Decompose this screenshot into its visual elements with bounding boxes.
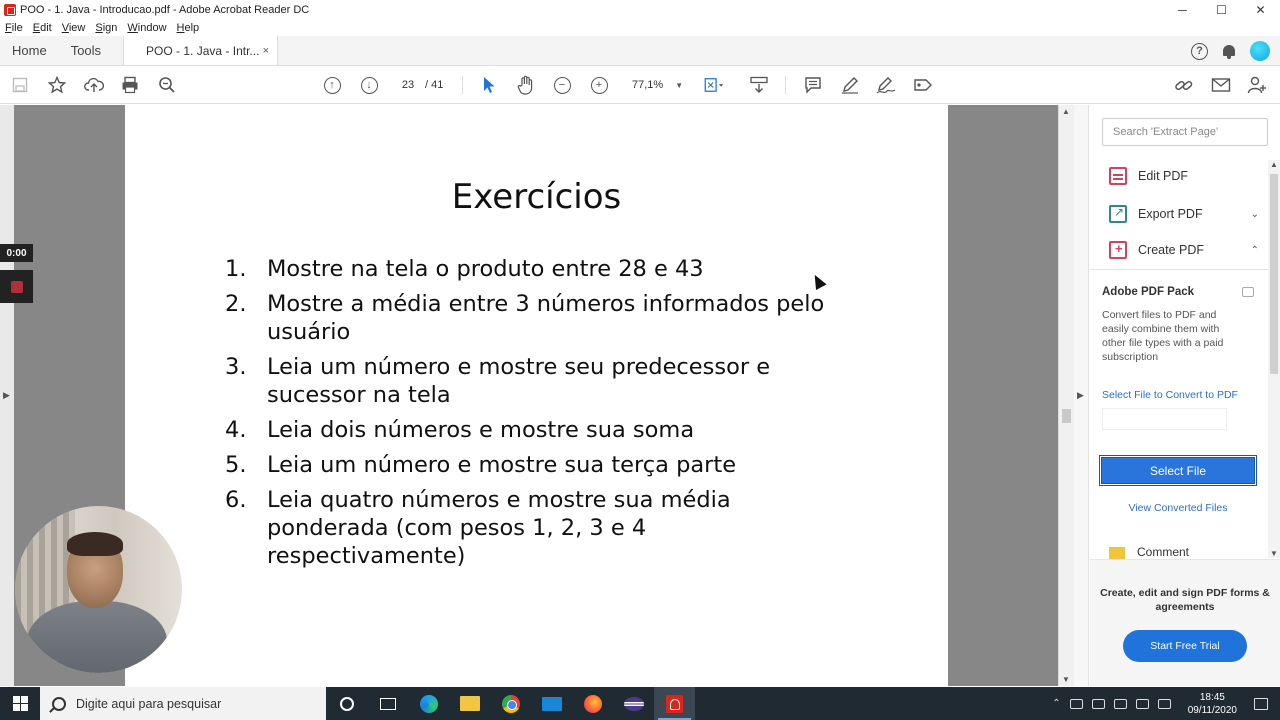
trial-promo — [1090, 559, 1280, 686]
taskbar-acrobat[interactable] — [654, 687, 695, 720]
taskbar-search-placeholder: Digite aqui para pesquisar — [76, 696, 222, 711]
taskbar-eclipse[interactable] — [613, 687, 654, 720]
taskbar-chrome[interactable] — [490, 687, 531, 720]
menu-view[interactable]: View — [61, 22, 86, 34]
select-cursor-icon[interactable] — [479, 75, 499, 95]
maximize-button[interactable]: ☐ — [1216, 3, 1227, 17]
exercise-list — [225, 255, 825, 577]
help-icon[interactable]: ? — [1191, 43, 1208, 60]
view-converted-files-link[interactable]: View Converted Files — [1128, 502, 1228, 514]
list-item — [225, 255, 825, 283]
menu-edit[interactable]: Edit — [32, 22, 52, 34]
start-free-trial-button[interactable]: Start Free Trial — [1123, 630, 1247, 662]
scrollbar-thumb[interactable] — [1062, 409, 1071, 423]
dropbox-icon[interactable] — [1158, 699, 1171, 709]
taskbar-search-input[interactable] — [40, 687, 326, 720]
convert-file-link[interactable]: Select File to Convert to PDF — [1102, 389, 1238, 401]
stop-icon — [11, 281, 23, 293]
tab-document[interactable] — [123, 36, 278, 65]
pdf-pack-description: Convert files to PDF and easily combine them with other file types with a paid subscription — [1102, 309, 1224, 363]
sign-icon[interactable] — [876, 75, 896, 95]
avatar[interactable] — [1250, 41, 1270, 61]
task-view-button[interactable] — [367, 687, 408, 720]
network-icon[interactable] — [1092, 699, 1105, 709]
collapse-panel-icon[interactable]: ▶ — [1077, 390, 1084, 400]
list-item-text: Mostre na tela o produto entre 28 e 43 — [267, 256, 704, 282]
promo-text: Create, edit and sign PDF forms & agreements — [1100, 587, 1270, 613]
page-total: / 41 — [425, 79, 444, 91]
list-item — [225, 486, 825, 570]
right-panel-toggle[interactable] — [1074, 105, 1088, 686]
menu-bar — [0, 20, 1280, 36]
save-icon[interactable] — [10, 75, 30, 95]
list-item-text: Leia quatro números e mostre sua média ponderada (com pesos 1, 2, 3 e 4 respectivamente) — [267, 487, 731, 569]
file-drop-field[interactable] — [1102, 408, 1227, 430]
comment-tool-icon — [1109, 547, 1125, 559]
windows-taskbar — [0, 687, 1280, 720]
tool-edit-pdf[interactable] — [1109, 164, 1259, 188]
list-item — [225, 353, 825, 409]
list-item-text: Leia um número e mostre sua terça parte — [267, 452, 737, 478]
taskbar-file-explorer[interactable] — [449, 687, 490, 720]
eclipse-icon — [624, 697, 644, 711]
webcam-overlay — [15, 506, 182, 673]
chevron-down-icon[interactable]: ⌄ — [1250, 208, 1259, 220]
chrome-icon — [502, 695, 520, 713]
chevron-up-icon[interactable]: ⌃ — [1052, 698, 1061, 709]
chevron-up-icon[interactable]: ⌃ — [1250, 244, 1259, 256]
tab-close-icon[interactable]: × — [262, 44, 270, 57]
zoom-value: 77,1% — [632, 79, 664, 91]
minimize-button[interactable]: ─ — [1178, 3, 1187, 17]
menu-window[interactable]: Window — [127, 22, 167, 34]
start-button[interactable] — [0, 687, 40, 720]
webcam-person-body — [27, 601, 167, 673]
scroll-down-icon[interactable]: ▼ — [1270, 549, 1278, 558]
acrobat-icon — [666, 695, 683, 713]
menu-sign[interactable]: Sign — [95, 22, 118, 34]
edit-pdf-icon — [1109, 167, 1127, 185]
comment-icon[interactable] — [803, 75, 823, 95]
star-icon[interactable] — [47, 75, 67, 95]
tools-scrollbar[interactable] — [1268, 160, 1280, 558]
pdf-pack-icon — [1242, 287, 1254, 297]
tool-label: Create PDF — [1138, 243, 1204, 257]
cortana-icon — [340, 697, 354, 711]
export-pdf-icon — [1109, 205, 1127, 223]
next-page-icon[interactable]: ↓ — [359, 75, 379, 95]
battery-icon[interactable] — [1070, 699, 1083, 709]
tab-home[interactable]: Home — [12, 43, 47, 58]
document-scrollbar[interactable] — [1058, 105, 1074, 686]
system-tray — [1052, 687, 1280, 720]
toolbar-divider — [462, 76, 463, 94]
list-item-number: 6. — [225, 487, 247, 513]
tool-comment[interactable] — [1109, 545, 1189, 559]
list-item-number: 4. — [225, 417, 247, 443]
tools-search-input[interactable]: Search 'Extract Page' — [1102, 118, 1268, 146]
list-item-text: Leia dois números e mostre sua soma — [267, 417, 695, 443]
zoom-select[interactable] — [625, 75, 685, 95]
menu-file[interactable]: File — [5, 22, 23, 34]
tab-tools[interactable]: Tools — [70, 43, 102, 58]
pen-icon[interactable] — [840, 75, 860, 95]
chevron-down-icon: ▼ — [675, 80, 684, 90]
list-item-number: 1. — [225, 256, 247, 282]
notification-icon[interactable] — [1254, 698, 1268, 710]
tool-label: Edit PDF — [1138, 169, 1189, 183]
search-icon — [52, 697, 66, 711]
expand-left-panel-icon[interactable]: ▶ — [3, 390, 10, 400]
clock-date: 09/11/2020 — [1187, 704, 1237, 716]
link-icon[interactable] — [1174, 75, 1194, 95]
wifi-icon[interactable] — [1114, 699, 1127, 709]
list-item — [225, 451, 825, 479]
pdf-pack-title: Adobe PDF Pack — [1102, 286, 1195, 298]
clock-time: 18:45 — [1199, 691, 1225, 703]
divider — [1090, 269, 1268, 270]
taskbar-firefox[interactable] — [572, 687, 613, 720]
search-icon[interactable] — [157, 75, 177, 95]
account-area — [1191, 36, 1270, 66]
folder-icon — [460, 696, 480, 711]
taskbar-clock[interactable] — [1188, 691, 1237, 717]
window-controls — [1163, 0, 1280, 20]
tab-document-label: POO - 1. Java - Intr... — [146, 43, 260, 58]
scroll-up-icon[interactable]: ▲ — [1270, 160, 1278, 169]
print-icon[interactable] — [120, 75, 140, 95]
volume-icon[interactable] — [1136, 699, 1149, 709]
list-item-number: 5. — [225, 452, 247, 478]
scroll-down-icon[interactable]: ▼ — [1062, 675, 1070, 684]
hand-tool-icon[interactable] — [516, 75, 536, 95]
mail-icon — [542, 697, 562, 711]
scroll-up-icon[interactable]: ▲ — [1062, 107, 1070, 116]
zoom-out-icon[interactable]: − — [552, 75, 572, 95]
list-item-number: 3. — [225, 354, 247, 380]
cortana-button[interactable] — [326, 687, 367, 720]
acrobat-logo-icon — [4, 4, 16, 16]
edge-icon — [420, 695, 438, 713]
task-view-icon — [380, 698, 396, 710]
tool-label: Export PDF — [1138, 207, 1203, 221]
share-tag-icon[interactable] — [913, 75, 933, 95]
taskbar-mail[interactable] — [531, 687, 572, 720]
menu-help[interactable]: Help — [176, 22, 200, 34]
pdf-page — [125, 105, 948, 686]
tool-export-pdf[interactable] — [1109, 202, 1259, 226]
mail-icon[interactable] — [1211, 75, 1231, 95]
list-item-text: Mostre a média entre 3 números informados pelo usuário — [267, 291, 825, 345]
window-title: POO - 1. Java - Introducao.pdf - Adobe Acrobat Reader DC — [20, 4, 310, 16]
scrollbar-thumb[interactable] — [1270, 174, 1278, 374]
zoom-in-icon[interactable]: + — [589, 75, 609, 95]
tool-label: Comment — [1137, 545, 1190, 559]
list-item-text: Leia um número e mostre seu predecessor e sucessor na tela — [267, 354, 771, 408]
select-file-button[interactable]: Select File — [1101, 457, 1255, 484]
taskbar-edge[interactable] — [408, 687, 449, 720]
list-item — [225, 290, 825, 346]
previous-page-icon[interactable]: ↑ — [322, 75, 342, 95]
windows-logo-icon — [13, 696, 28, 711]
recording-timer: 0:00 — [0, 244, 33, 262]
scroll-mode-icon[interactable] — [749, 75, 769, 95]
tab-bar — [0, 36, 1280, 66]
page-number-input[interactable]: 23 — [401, 79, 415, 91]
title-bar — [0, 0, 1280, 20]
tools-pane — [1088, 105, 1280, 686]
left-navigation-strip[interactable] — [0, 105, 14, 686]
list-item — [225, 416, 825, 444]
stop-recording-button[interactable] — [0, 270, 33, 303]
add-user-icon[interactable] — [1247, 75, 1267, 95]
toolbar-divider — [785, 76, 786, 94]
firefox-icon — [584, 695, 602, 713]
list-item-number: 2. — [225, 291, 247, 317]
close-button[interactable]: ✕ — [1255, 3, 1266, 17]
fit-page-icon[interactable] — [704, 75, 724, 95]
create-pdf-icon — [1109, 241, 1127, 259]
tool-create-pdf[interactable] — [1109, 238, 1259, 262]
page-heading: Exercícios — [451, 177, 622, 217]
toolbar — [0, 66, 1280, 104]
bell-icon[interactable] — [1222, 44, 1236, 59]
upload-cloud-icon[interactable] — [84, 75, 104, 95]
webcam-person-hair — [67, 532, 123, 556]
